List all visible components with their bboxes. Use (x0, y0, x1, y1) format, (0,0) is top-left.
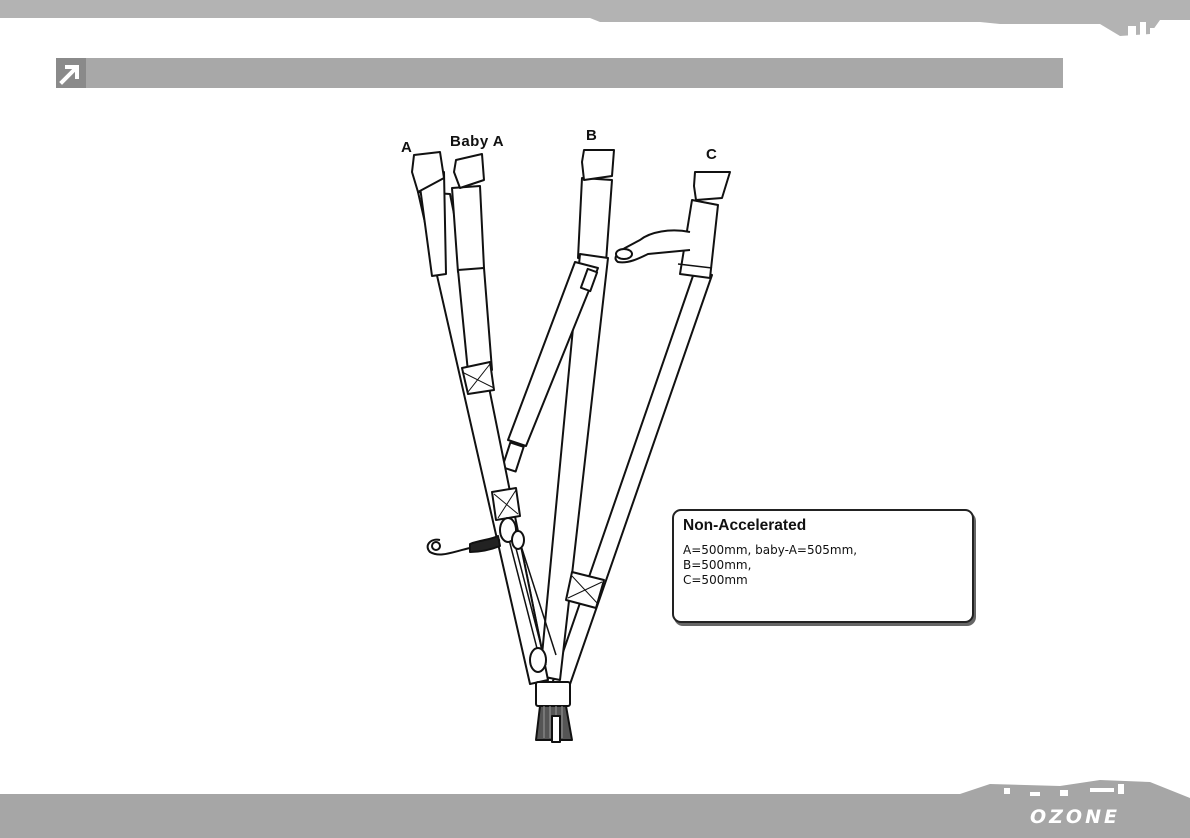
measurement-callout (672, 509, 974, 623)
riser-a-label: A (401, 139, 413, 156)
riser-baby-a-label: Baby A (450, 133, 505, 150)
bottom-footer-band (0, 776, 1190, 838)
ozone-brand-logo: OZONE (1030, 806, 1120, 828)
callout-title: Non-Accelerated (683, 517, 807, 534)
riser-c-label: C (706, 146, 718, 163)
riser-b-label: B (586, 127, 598, 144)
callout-line: C=500mm (683, 573, 748, 587)
callout-line: B=500mm, (683, 558, 752, 572)
callout-line: A=500mm, baby-A=505mm, (683, 543, 858, 557)
